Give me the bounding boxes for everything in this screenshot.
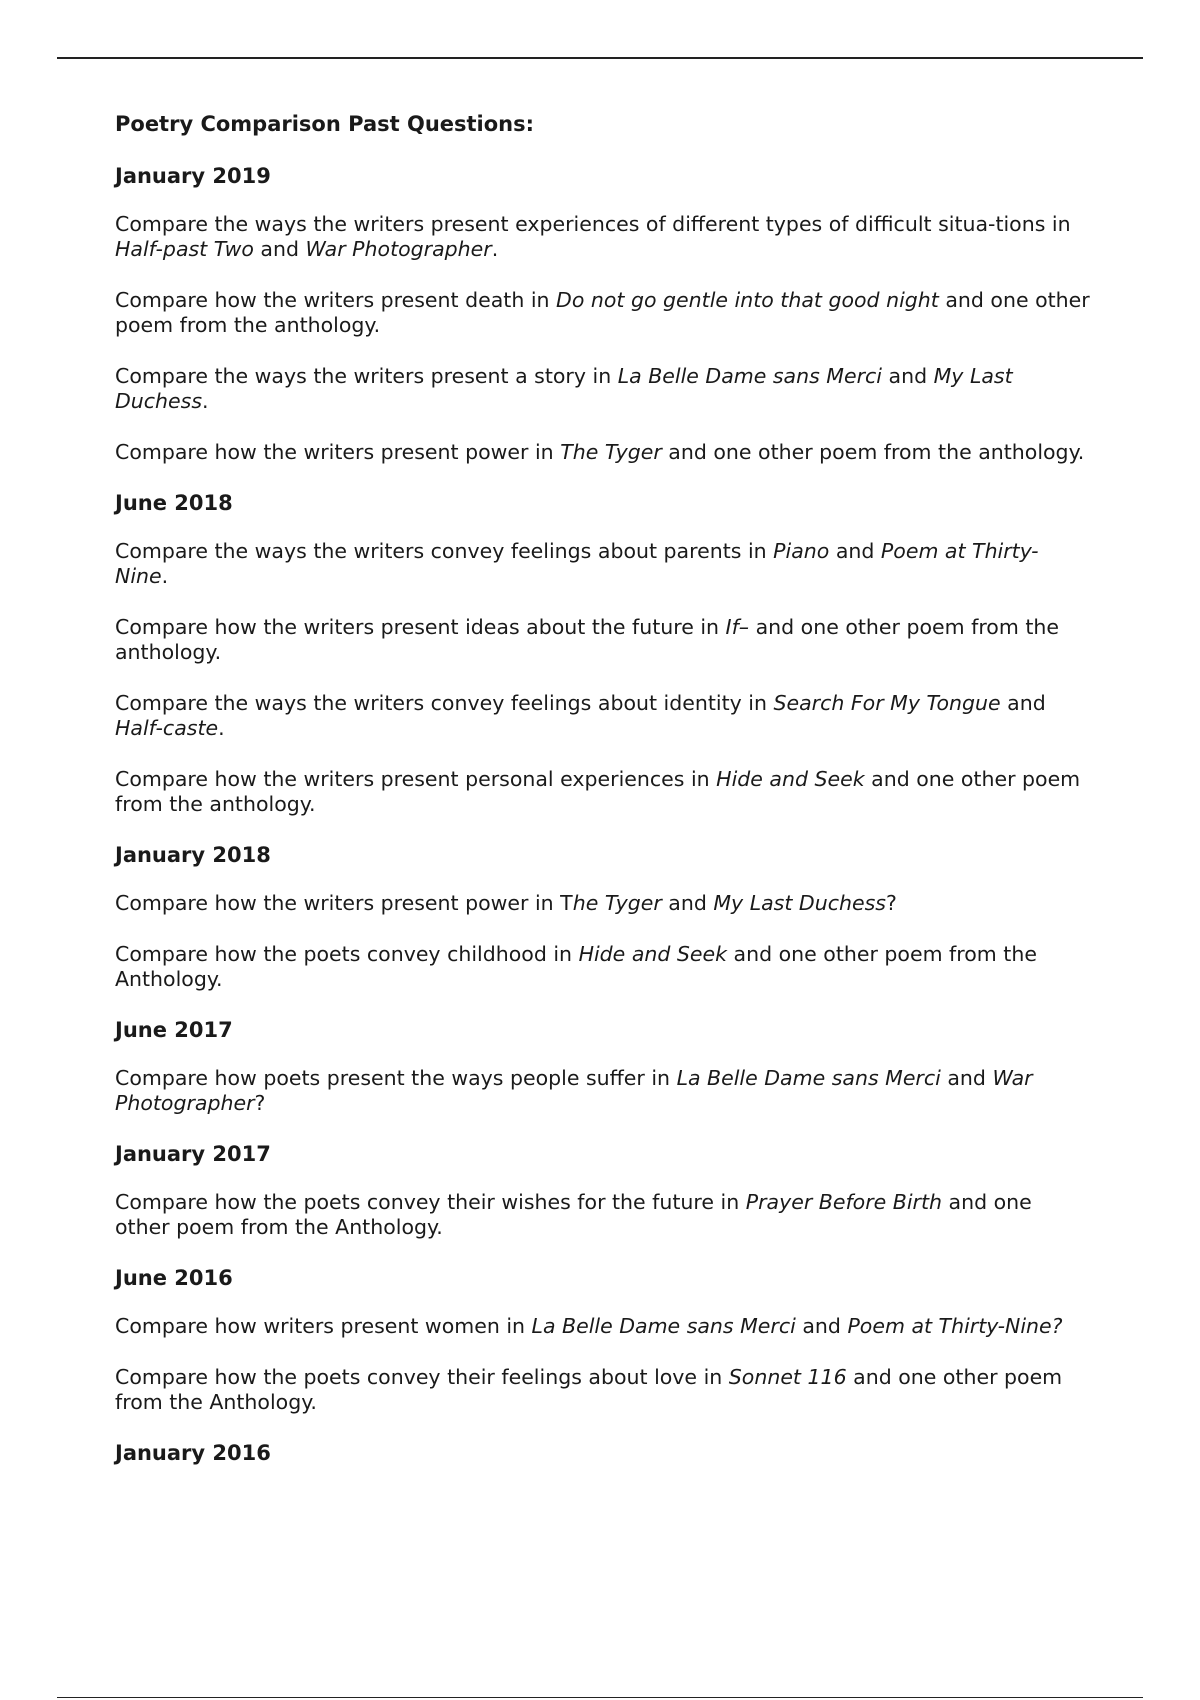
question-text: Compare how writers present women in <box>115 1314 532 1338</box>
question-text: and one other poem from the Anthology. <box>115 1365 1063 1414</box>
poem-title: Piano <box>773 539 830 563</box>
top-rule <box>57 57 1143 59</box>
poem-title: War Photographer <box>305 237 492 261</box>
question-text: Compare the ways the writers present a story in <box>115 364 618 388</box>
question-text: . <box>491 237 499 261</box>
poem-title: Poem at Thirty-Nine? <box>847 1314 1063 1338</box>
question-text: Compare the ways the writers present experiences of different types of difficult situa-tions in <box>115 212 1071 236</box>
question-text: Compare how the writers present ideas about the future in <box>115 615 726 639</box>
question-text: . <box>161 564 169 588</box>
poem-title: My Last Duchess <box>713 891 886 915</box>
section-heading: January 2019 <box>115 164 271 188</box>
section-heading: June 2017 <box>115 1018 233 1042</box>
question-item <box>115 288 1090 338</box>
question-item <box>115 440 1090 465</box>
question-text: Compare how the poets convey their wishes for the future in <box>115 1190 746 1214</box>
poem-title: Sonnet 116 <box>728 1365 847 1389</box>
poem-title: Poem at Thirty-Nine <box>115 539 1039 588</box>
poem-title: he Tyger <box>572 891 662 915</box>
question-item <box>115 1066 1090 1116</box>
question-item <box>115 539 1090 589</box>
poem-title: Hide and Seek <box>578 942 728 966</box>
question-item <box>115 615 1090 665</box>
question-text: Compare the ways the writers convey feelings about parents in <box>115 539 774 563</box>
question-text: and <box>1000 691 1046 715</box>
question-text: and <box>882 364 934 388</box>
question-item <box>115 1365 1090 1415</box>
question-text: and <box>661 891 714 915</box>
question-text: . <box>218 716 225 740</box>
poem-title: La Belle Dame sans Merci <box>617 364 882 388</box>
poem-title: La Belle Dame sans Merci <box>531 1314 796 1338</box>
question-item <box>115 212 1090 262</box>
document-content <box>115 112 1090 1489</box>
question-item <box>115 1314 1090 1339</box>
poem-title: La Belle Dame sans Merci <box>676 1066 941 1090</box>
question-item <box>115 364 1090 414</box>
poem-title: Half-past Two <box>115 237 254 261</box>
question-item <box>115 691 1090 741</box>
question-text: and <box>940 1066 993 1090</box>
poem-title: Half-caste <box>115 716 219 740</box>
question-item <box>115 891 1090 916</box>
question-text: Compare how the writers present power in T <box>115 891 573 915</box>
question-text: Compare how the writers present personal experiences in <box>115 767 717 791</box>
question-text: and one other poem from the anthology. <box>115 615 1059 664</box>
question-item <box>115 942 1090 992</box>
question-item <box>115 1190 1090 1240</box>
poem-title: War Photographer <box>115 1066 1033 1115</box>
question-text: and one other poem from the anthology. <box>661 440 1085 464</box>
bottom-rule <box>57 1697 1143 1698</box>
question-text: ? <box>885 891 897 915</box>
poem-title: Do not go gentle into that good night <box>556 288 939 312</box>
question-text: and one other poem from the anthology. <box>115 767 1081 816</box>
section-heading: January 2017 <box>115 1142 271 1166</box>
question-text: Compare how the writers present power in <box>115 440 561 464</box>
document-title: Poetry Comparison Past Questions: <box>115 112 535 136</box>
poem-title: If– <box>725 615 750 639</box>
question-text: and <box>795 1314 848 1338</box>
question-text: and one other poem from the Anthology. <box>115 942 1037 991</box>
question-text: Compare how the writers present death in <box>115 288 557 312</box>
question-text: and <box>253 237 306 261</box>
question-text: and one other poem from the Anthology. <box>115 1190 1032 1239</box>
sections-container <box>115 164 1090 1465</box>
question-text: Compare how poets present the ways people suffer in <box>115 1066 677 1090</box>
section-heading: January 2018 <box>115 843 271 867</box>
poem-title: Prayer Before Birth <box>745 1190 942 1214</box>
poem-title: The Tyger <box>560 440 662 464</box>
question-item <box>115 767 1090 817</box>
poem-title: Hide and Seek <box>716 767 865 791</box>
question-text: Compare how the poets convey childhood in <box>115 942 579 966</box>
question-text: and one other poem from the anthology. <box>115 288 1090 337</box>
section-heading: June 2016 <box>115 1266 233 1290</box>
poem-title: Search For My Tongue <box>773 691 1001 715</box>
section-heading: June 2018 <box>115 491 233 515</box>
question-text: . <box>202 389 209 413</box>
question-text: Compare the ways the writers convey feelings about identity in <box>115 691 774 715</box>
question-text: Compare how the poets convey their feelings about love in <box>115 1365 729 1389</box>
poem-title: My Last Duchess <box>115 364 1013 413</box>
question-text: and <box>829 539 881 563</box>
question-text: ? <box>254 1091 266 1115</box>
section-heading: January 2016 <box>115 1441 271 1465</box>
